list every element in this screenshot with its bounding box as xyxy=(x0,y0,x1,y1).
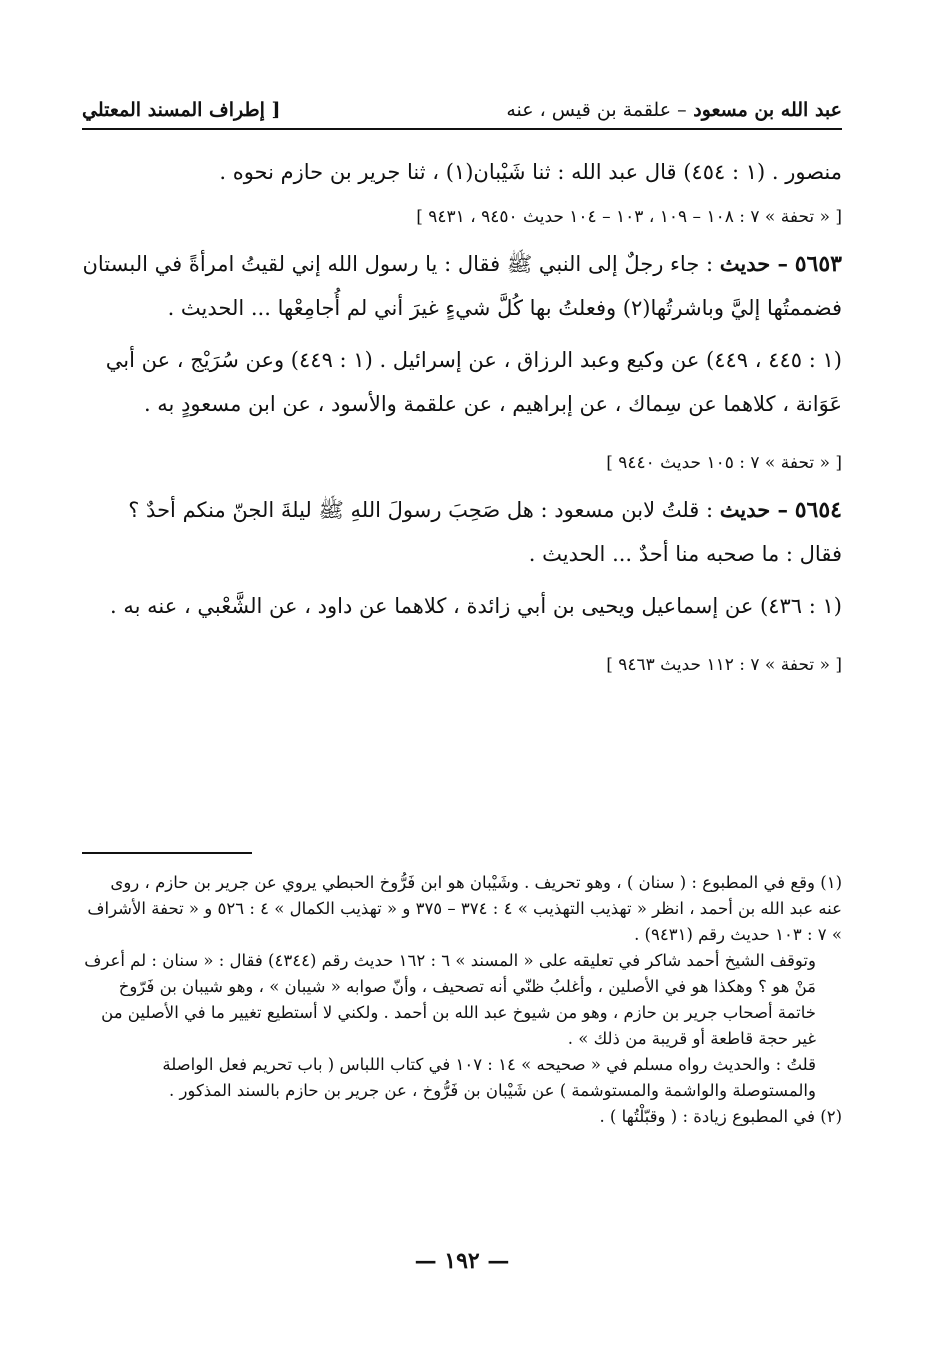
tuhfa-reference: [ « تحفة » ٧ : ١١٢ حديث ٩٤٦٣ ] xyxy=(606,655,842,675)
footnotes xyxy=(82,870,842,1130)
hadith-number: ٥٦٥٣ xyxy=(794,251,842,277)
header-author-name: عبد الله بن مسعود xyxy=(693,99,842,121)
tuhfa-reference: [ « تحفة » ٧ : ١٠٨ – ١٠٩ ، ١٠٣ – ١٠٤ حديث ٩٤٥٠ ، ٩٤٣١ ] xyxy=(416,207,842,227)
main-text xyxy=(82,150,842,690)
tuhfa-reference: [ « تحفة » ٧ : ١٠٥ حديث ٩٤٤٠ ] xyxy=(606,453,842,473)
page-number: — ١٩٢ — xyxy=(414,1248,510,1274)
footnote-1-note: قلتُ : والحديث رواه مسلم في « صحيحه » ١٤ : ١٠٧ في كتاب اللباس ( باب تحريم فعل الواصلة والمستوصلة والواشمة والمستوشمة ) عن شَيْبان بن فَرُّوخ ، عن جرير بن حازم بالسند المذكور . xyxy=(162,1055,816,1100)
hadith-isnad: (١ : ٤٣٦) عن إسماعيل ويحيى بن أبي زائدة ، كلاهما عن داود ، عن الشَّعْبي ، عنه به . xyxy=(110,594,842,618)
hadith-keyword: – حديث xyxy=(719,251,789,276)
footnote-1-comment: وتوقف الشيخ أحمد شاكر في تعليقه على « المسند » ٦ : ١٦٢ حديث رقم (٤٣٤٤) فقال : « سنان : لم أعرف مَنْ هو ؟ وهكذا هو في الأصلين ، وأغلبُ ظنّي أنه تصحيف ، وأنّ صوابه « شيبان » ، وهو شيبان بن فَرّوخ خاتمة أصحاب جرير بن حازم ، وهو من شيوخ عبد الله بن أحمد . ولكني لا أستطيع تغيير ما في الأصلين من غير حجة قاطعة أو قريبة من ذلك » . xyxy=(84,951,816,1048)
hadith-5653 xyxy=(82,242,842,330)
hadith-5654 xyxy=(82,488,842,576)
page xyxy=(82,0,842,1371)
hadith-number: ٥٦٥٤ xyxy=(794,497,842,523)
header-narrators: – علقمة بن قيس ، عنه xyxy=(506,99,687,121)
hadith-text: : جاء رجلٌ إلى النبي ﷺ فقال : يا رسول الله إني لقيتُ امرأةً في البستان فضممتُها إليَّ وباشرتُها(٢) وفعلتُ بها كُلَّ شيءٍ غيرَ أني لم أُجامِعْها ... الحديث . xyxy=(82,252,842,320)
footnote-separator xyxy=(82,852,252,854)
running-header xyxy=(82,92,842,130)
footnote-1: (١) وقع في المطبوع : ( سنان ) ، وهو تحريف . وشَيْبان هو ابن فَرُّوخ الحبطي يروي عن جرير بن حازم ، روى عنه عبد الله بن أحمد ، انظر « تهذيب التهذيب » ٤ : ٣٧٤ – ٣٧٥ و « تهذيب الكمال » ٤ : ٥٢٦ و « تحفة الأشراف » ٧ : ١٠٣ حديث رقم (٩٤٣١) . xyxy=(87,873,842,944)
hadith-isnad: (١ : ٤٤٥ ، ٤٤٩) عن وكيع وعبد الرزاق ، عن إسرائيل . (١ : ٤٤٩) وعن سُرَيْج ، عن أبي عَوَانة ، كلاهما عن سِماك ، عن إبراهيم ، عن علقمة والأسود ، عن ابن مسعودٍ به . xyxy=(105,348,842,416)
header-book-title: [ إطراف المسند المعتلي xyxy=(82,99,281,121)
hadith-keyword: – حديث xyxy=(719,497,789,522)
footnote-2: (٢) في المطبوع زيادة : ( وقبّلْتُها ) . xyxy=(599,1107,842,1126)
header-author xyxy=(506,99,842,121)
hadith-text: : قلتُ لابن مسعود : هل صَحِبَ رسولَ اللهِ ﷺ ليلةَ الجنّ منكم أحدٌ ؟ فقال : ما صحبه منا أحدٌ ... الحديث . xyxy=(128,498,842,566)
continuation-line: منصور . (١ : ٤٥٤) قال عبد الله : ثنا شَيْبان(١) ، ثنا جرير بن حازم نحوه . xyxy=(219,160,842,184)
